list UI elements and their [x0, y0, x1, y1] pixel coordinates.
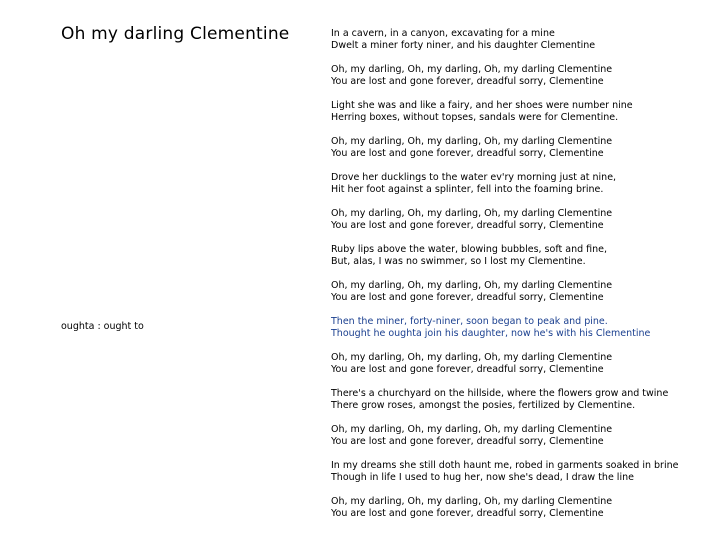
verse-3 — [331, 172, 616, 196]
lyric-line: You are lost and gone forever, dreadful sorry, Clementine — [331, 436, 604, 447]
lyric-line: You are lost and gone forever, dreadful sorry, Clementine — [331, 292, 604, 303]
lyric-line: Ruby lips above the water, blowing bubbles, soft and fine, — [331, 244, 608, 255]
lyric-line: Oh, my darling, Oh, my darling, Oh, my darling Clementine — [331, 352, 613, 363]
lyric-line: In a cavern, in a canyon, excavating for a mine — [331, 28, 555, 39]
lyric-line: Oh, my darling, Oh, my darling, Oh, my darling Clementine — [331, 496, 613, 507]
vocabulary-note: oughta : ought to — [61, 321, 144, 332]
lyric-line: Then the miner, forty-niner, soon began to peak and pine. — [331, 316, 608, 327]
lyric-line: Oh, my darling, Oh, my darling, Oh, my darling Clementine — [331, 424, 613, 435]
chorus — [331, 424, 612, 448]
lyric-line: You are lost and gone forever, dreadful sorry, Clementine — [331, 148, 604, 159]
verse-2 — [331, 100, 633, 124]
lyric-line: You are lost and gone forever, dreadful sorry, Clementine — [331, 508, 604, 519]
lyric-line: Thought he oughta join his daughter, now he's with his Clementine — [331, 328, 651, 339]
lyric-line: Dwelt a miner forty niner, and his daughter Clementine — [331, 40, 596, 51]
chorus — [331, 352, 612, 376]
verse-4 — [331, 244, 607, 268]
verse-1 — [331, 28, 595, 52]
lyric-line: Drove her ducklings to the water ev'ry morning just at nine, — [331, 172, 617, 183]
verse-5-highlighted — [331, 316, 650, 340]
verse-6 — [331, 388, 668, 412]
verse-7 — [331, 460, 678, 484]
lyric-line: Though in life I used to hug her, now she's dead, I draw the line — [331, 472, 634, 483]
lyric-line: Light she was and like a fairy, and her shoes were number nine — [331, 100, 633, 111]
lyric-line: There grow roses, amongst the posies, fertilized by Clementine. — [331, 400, 636, 411]
chorus — [331, 280, 612, 304]
page-title: Oh my darling Clementine — [61, 24, 290, 44]
lyric-line: Oh, my darling, Oh, my darling, Oh, my darling Clementine — [331, 280, 613, 291]
lyric-line: In my dreams she still doth haunt me, robed in garments soaked in brine — [331, 460, 679, 471]
lyric-line: Hit her foot against a splinter, fell into the foaming brine. — [331, 184, 604, 195]
chorus — [331, 208, 612, 232]
lyric-line: Oh, my darling, Oh, my darling, Oh, my darling Clementine — [331, 136, 613, 147]
lyric-line: Oh, my darling, Oh, my darling, Oh, my darling Clementine — [331, 208, 613, 219]
lyric-line: But, alas, I was no swimmer, so I lost my Clementine. — [331, 256, 586, 267]
lyric-line: Herring boxes, without topses, sandals were for Clementine. — [331, 112, 619, 123]
lyric-line: You are lost and gone forever, dreadful sorry, Clementine — [331, 220, 604, 231]
lyric-line: You are lost and gone forever, dreadful sorry, Clementine — [331, 364, 604, 375]
chorus — [331, 496, 612, 520]
chorus — [331, 64, 612, 88]
lyric-line: Oh, my darling, Oh, my darling, Oh, my darling Clementine — [331, 64, 613, 75]
lyric-line: You are lost and gone forever, dreadful sorry, Clementine — [331, 76, 604, 87]
lyric-line: There's a churchyard on the hillside, where the flowers grow and twine — [331, 388, 669, 399]
chorus — [331, 136, 612, 160]
